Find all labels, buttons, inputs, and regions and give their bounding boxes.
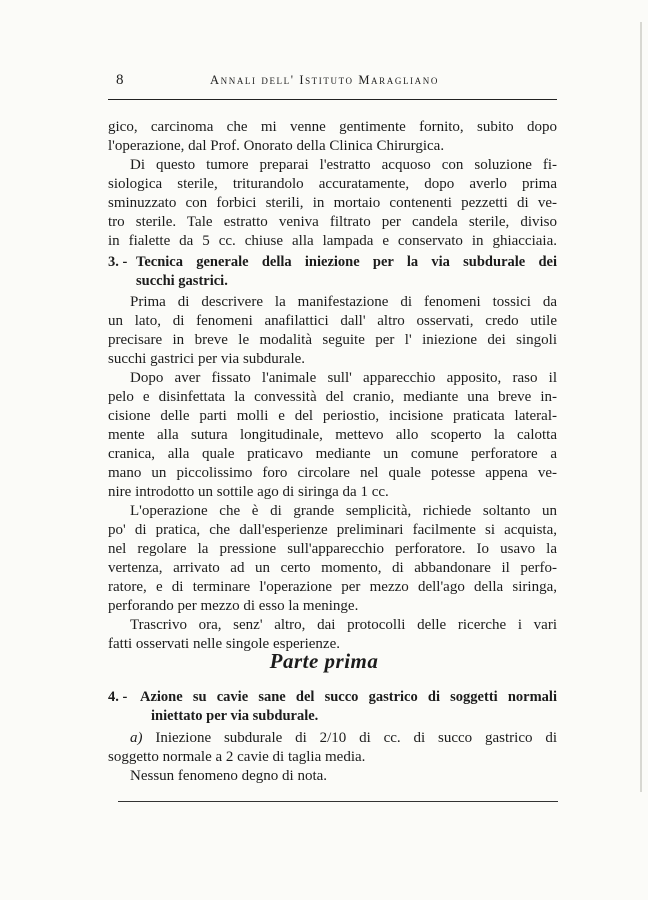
section-title-continued: iniettato per via subdurale. [151, 708, 319, 724]
text-line: un lato, di fenomeni anafilattici dall' altro osservati, credo utile [108, 313, 557, 329]
text-line: Dopo aver fissato l'animale sull' apparecchio apposito, raso il [130, 370, 557, 386]
text-line: Di questo tumore preparai l'estratto acquoso con soluzione fi- [130, 157, 557, 173]
text-line: soggetto normale a 2 cavie di taglia media. [108, 749, 366, 765]
page-number: 8 [116, 72, 125, 88]
text-line: perforando per mezzo di esso la meninge. [108, 598, 359, 614]
text-line: gico, carcinoma che mi venne gentimente fornito, subito dopo [108, 119, 557, 135]
text-line: Prima di descrivere la manifestazione di fenomeni tossici da [130, 294, 557, 310]
text-line: po' di pratica, che dall'esperienze preliminari facilmente si acquista, [108, 522, 557, 538]
text-line: ratore, e di terminare l'operazione per mezzo dell'ago della siringa, [108, 579, 557, 595]
section-title: Tecnica generale della iniezione per la via subdurale dei [136, 254, 557, 270]
text-line: L'operazione che è di grande semplicità, richiede soltanto un [130, 503, 557, 519]
footer-rule [118, 801, 558, 802]
section-number: 4. - [108, 689, 128, 705]
header-rule [108, 99, 557, 100]
section-title-continued: succhi gastrici. [136, 273, 228, 289]
text-line: pelo e disinfettata la convessità del cranio, mediante una breve in- [108, 389, 557, 405]
text-line: in fialette da 5 cc. chiuse alla lampada e conservato in ghiacciaia. [108, 233, 557, 249]
text-line: succhi gastrici per via subdurale. [108, 351, 306, 367]
text-line [130, 729, 557, 748]
text-line: mano un piccolissimo foro circolare nel quale potesse appena ve- [108, 465, 557, 481]
text-line: Nessun fenomeno degno di nota. [130, 768, 328, 784]
text-line: nel regolare la pressione sull'apparecchio perforatore. Io usavo la [108, 541, 557, 557]
text-line: mente alla sutura longitudinale, mettevo allo scoperto la calotta [108, 427, 557, 443]
subsection-text: Iniezione subdurale di 2/10 di cc. di succo gastrico di [142, 730, 557, 746]
text-line: sminuzzato con forbici sterili, in mortaio contenenti pezzetti di ve- [108, 195, 557, 211]
text-line: precisare in breve le modalità seguite per l' iniezione dei singoli [108, 332, 557, 348]
text-line: fatti osservati nelle singole esperienze. [108, 636, 340, 652]
subsection-marker: a) [130, 730, 143, 746]
text-line: vertenza, arrivato ad un certo momento, di abbandonare il perfo- [108, 560, 557, 576]
text-line: cisione delle parti molli e del periostio, incisione praticata lateral- [108, 408, 557, 424]
text-line: Trascrivo ora, senz' altro, dai protocolli delle ricerche i vari [130, 617, 557, 633]
section-number: 3. - [108, 254, 128, 270]
text-line: l'operazione, dal Prof. Onorato della Clinica Chirurgica. [108, 138, 445, 154]
text-line: nire introdotto un sottile ago di siringa da 1 cc. [108, 484, 389, 500]
text-line: tro sterile. Tale estratto veniva filtrato per candela sterile, diviso [108, 214, 557, 230]
text-line: cranica, alla quale praticavo mediante un comune perforatore a [108, 446, 557, 462]
running-title: Annali dell' Istituto Maragliano [210, 73, 439, 87]
section-title: Azione su cavie sane del succo gastrico di soggetti normali [140, 689, 557, 705]
part-heading: Parte prima [269, 649, 379, 673]
page-edge-shadow [640, 22, 642, 792]
text-line: siologica sterile, triturandolo accuratamente, dopo averlo prima [108, 176, 557, 192]
